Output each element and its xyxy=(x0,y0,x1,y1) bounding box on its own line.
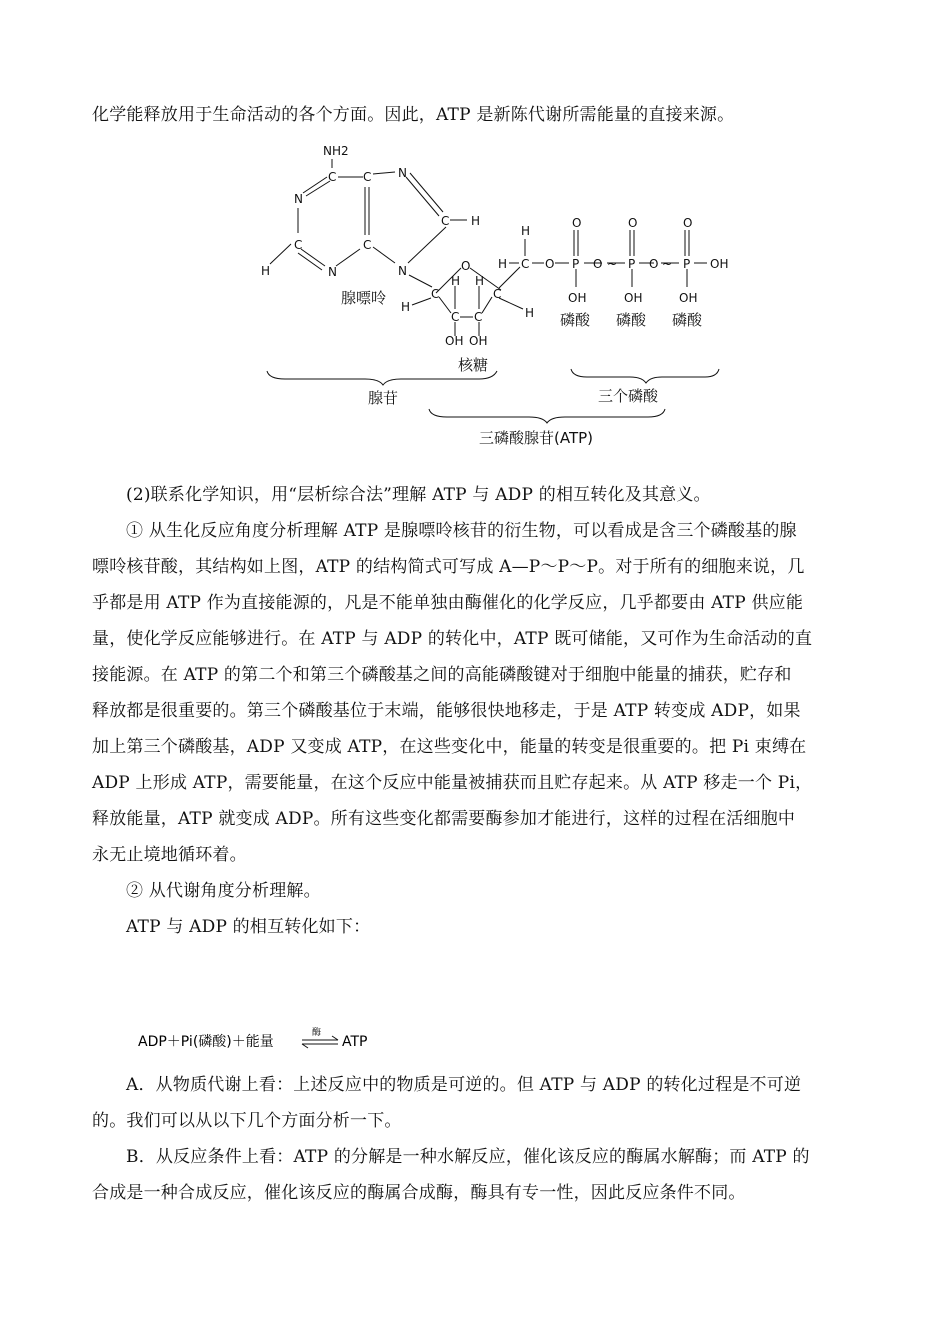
phosphate-label: 磷酸 xyxy=(560,311,591,329)
enzyme-label: 酶 xyxy=(312,1028,322,1038)
adenosine-label: 腺苷 xyxy=(368,389,399,407)
atom: H xyxy=(261,264,271,278)
svg-text:~: ~ xyxy=(662,257,673,271)
atom: C xyxy=(441,214,450,228)
atom: C xyxy=(431,287,440,301)
atom: H xyxy=(521,224,531,238)
atom: C xyxy=(493,287,502,301)
atom: P xyxy=(683,257,691,271)
atom: O xyxy=(572,216,582,230)
atom: OH xyxy=(568,291,587,305)
paragraph-line: 接能源。在 ATP 的第二个和第三个磷酸基之间的高能磷酸键对于细胞中能量的捕获，贮存和 xyxy=(92,665,792,685)
atom: OH xyxy=(445,334,464,348)
atom: OH xyxy=(624,291,643,305)
atom: C xyxy=(474,310,483,324)
atom: C xyxy=(363,238,372,252)
atom: H xyxy=(401,300,411,314)
three-phosphates-label: 三个磷酸 xyxy=(598,387,659,405)
atom: C xyxy=(294,238,303,252)
paragraph-line: (2)联系化学知识，用“层析综合法”理解 ATP 与 ADP 的相互转化及其意义。 xyxy=(126,485,711,505)
paragraph-line: ADP 上形成 ATP，需要能量，在这个反应中能量被捕获而且贮存起来。从 ATP 移走一个 Pi， xyxy=(92,773,813,793)
paragraph-line: 乎都是用 ATP 作为直接能源的，凡是不能单独由酶催化的化学反应，几乎都要由 ATP 供应能 xyxy=(92,593,804,613)
paragraph-line: 释放都是很重要的。第三个磷酸基位于末端，能够很快地移走，于是 ATP 转变成 ADP，如果 xyxy=(92,701,801,721)
atom: C xyxy=(451,310,460,324)
paragraph-line: 合成是一种合成反应，催化该反应的酶属合成酶，酶具有专一性，因此反应条件不同。 xyxy=(92,1183,746,1203)
atp-structure-diagram xyxy=(255,145,735,455)
atom: P xyxy=(628,257,636,271)
paragraph-line: ATP 与 ADP 的相互转化如下： xyxy=(126,917,371,937)
atom: O xyxy=(649,257,659,271)
atom: C xyxy=(328,170,337,184)
atom: N xyxy=(328,265,337,279)
atom: O xyxy=(461,259,471,273)
atom: H xyxy=(471,214,481,228)
paragraph-line: 量，使化学反应能够进行。在 ATP 与 ADP 的转化中，ATP 既可储能，又可作为生命活动的直 xyxy=(92,629,813,649)
paragraph-line: 释放能量，ATP 就变成 ADP。所有这些变化都需要酶参加才能进行，这样的过程在活细胞中 xyxy=(92,809,796,829)
nh2-group: NH2 xyxy=(323,145,349,158)
svg-text:~: ~ xyxy=(607,257,618,271)
atom: N xyxy=(398,264,407,278)
atom: C xyxy=(521,257,530,271)
paragraph-line: 永无止境地循环着。 xyxy=(92,845,247,865)
atom: H xyxy=(525,306,535,320)
atom: O xyxy=(545,257,555,271)
atom: N xyxy=(294,192,303,206)
paragraph-line: 化学能释放用于生命活动的各个方面。因此，ATP 是新陈代谢所需能量的直接来源。 xyxy=(92,105,735,125)
atom: O xyxy=(683,216,693,230)
paragraph-line: B．从反应条件上看：ATP 的分解是一种水解反应，催化该反应的酶属水解酶；而 ATP 的 xyxy=(126,1147,810,1167)
adenine-label: 腺嘌呤 xyxy=(341,289,387,307)
equation-right: ATP xyxy=(342,1034,368,1050)
atom: OH xyxy=(679,291,698,305)
atom: H xyxy=(475,274,485,288)
phosphate-label: 磷酸 xyxy=(672,311,703,329)
atom: O xyxy=(593,257,603,271)
atom: OH xyxy=(469,334,488,348)
equation-left: ADP＋Pi(磷酸)＋能量 xyxy=(138,1034,274,1050)
paragraph-line: 加上第三个磷酸基，ADP 又变成 ATP，在这些变化中，能量的转变是很重要的。把 Pi 束缚在 xyxy=(92,737,807,757)
paragraph-line: A．从物质代谢上看：上述反应中的物质是可逆的。但 ATP 与 ADP 的转化过程是不可逆 xyxy=(126,1075,802,1095)
atp-full-name-label: 三磷酸腺苷(ATP) xyxy=(479,429,594,447)
paragraph-line: 嘌呤核苷酸，其结构如上图，ATP 的结构简式可写成 A—P～P～P。对于所有的细胞来说，几 xyxy=(92,557,805,577)
atom: C xyxy=(363,170,372,184)
atom: P xyxy=(572,257,580,271)
atom: H xyxy=(451,274,461,288)
paragraph-line: 的。我们可以从以下几个方面分析一下。 xyxy=(92,1111,402,1131)
atom: O xyxy=(628,216,638,230)
atom: N xyxy=(398,166,407,180)
paragraph-line: ① 从生化反应角度分析理解 ATP 是腺嘌呤核苷的衍生物，可以看成是含三个磷酸基的腺 xyxy=(126,521,797,541)
atom: OH xyxy=(710,257,729,271)
phosphate-label: 磷酸 xyxy=(616,311,647,329)
atom: H xyxy=(498,257,508,271)
paragraph-line: ② 从代谢角度分析理解。 xyxy=(126,881,321,901)
atp-adp-equation xyxy=(130,1026,390,1054)
ribose-label: 核糖 xyxy=(458,356,489,374)
